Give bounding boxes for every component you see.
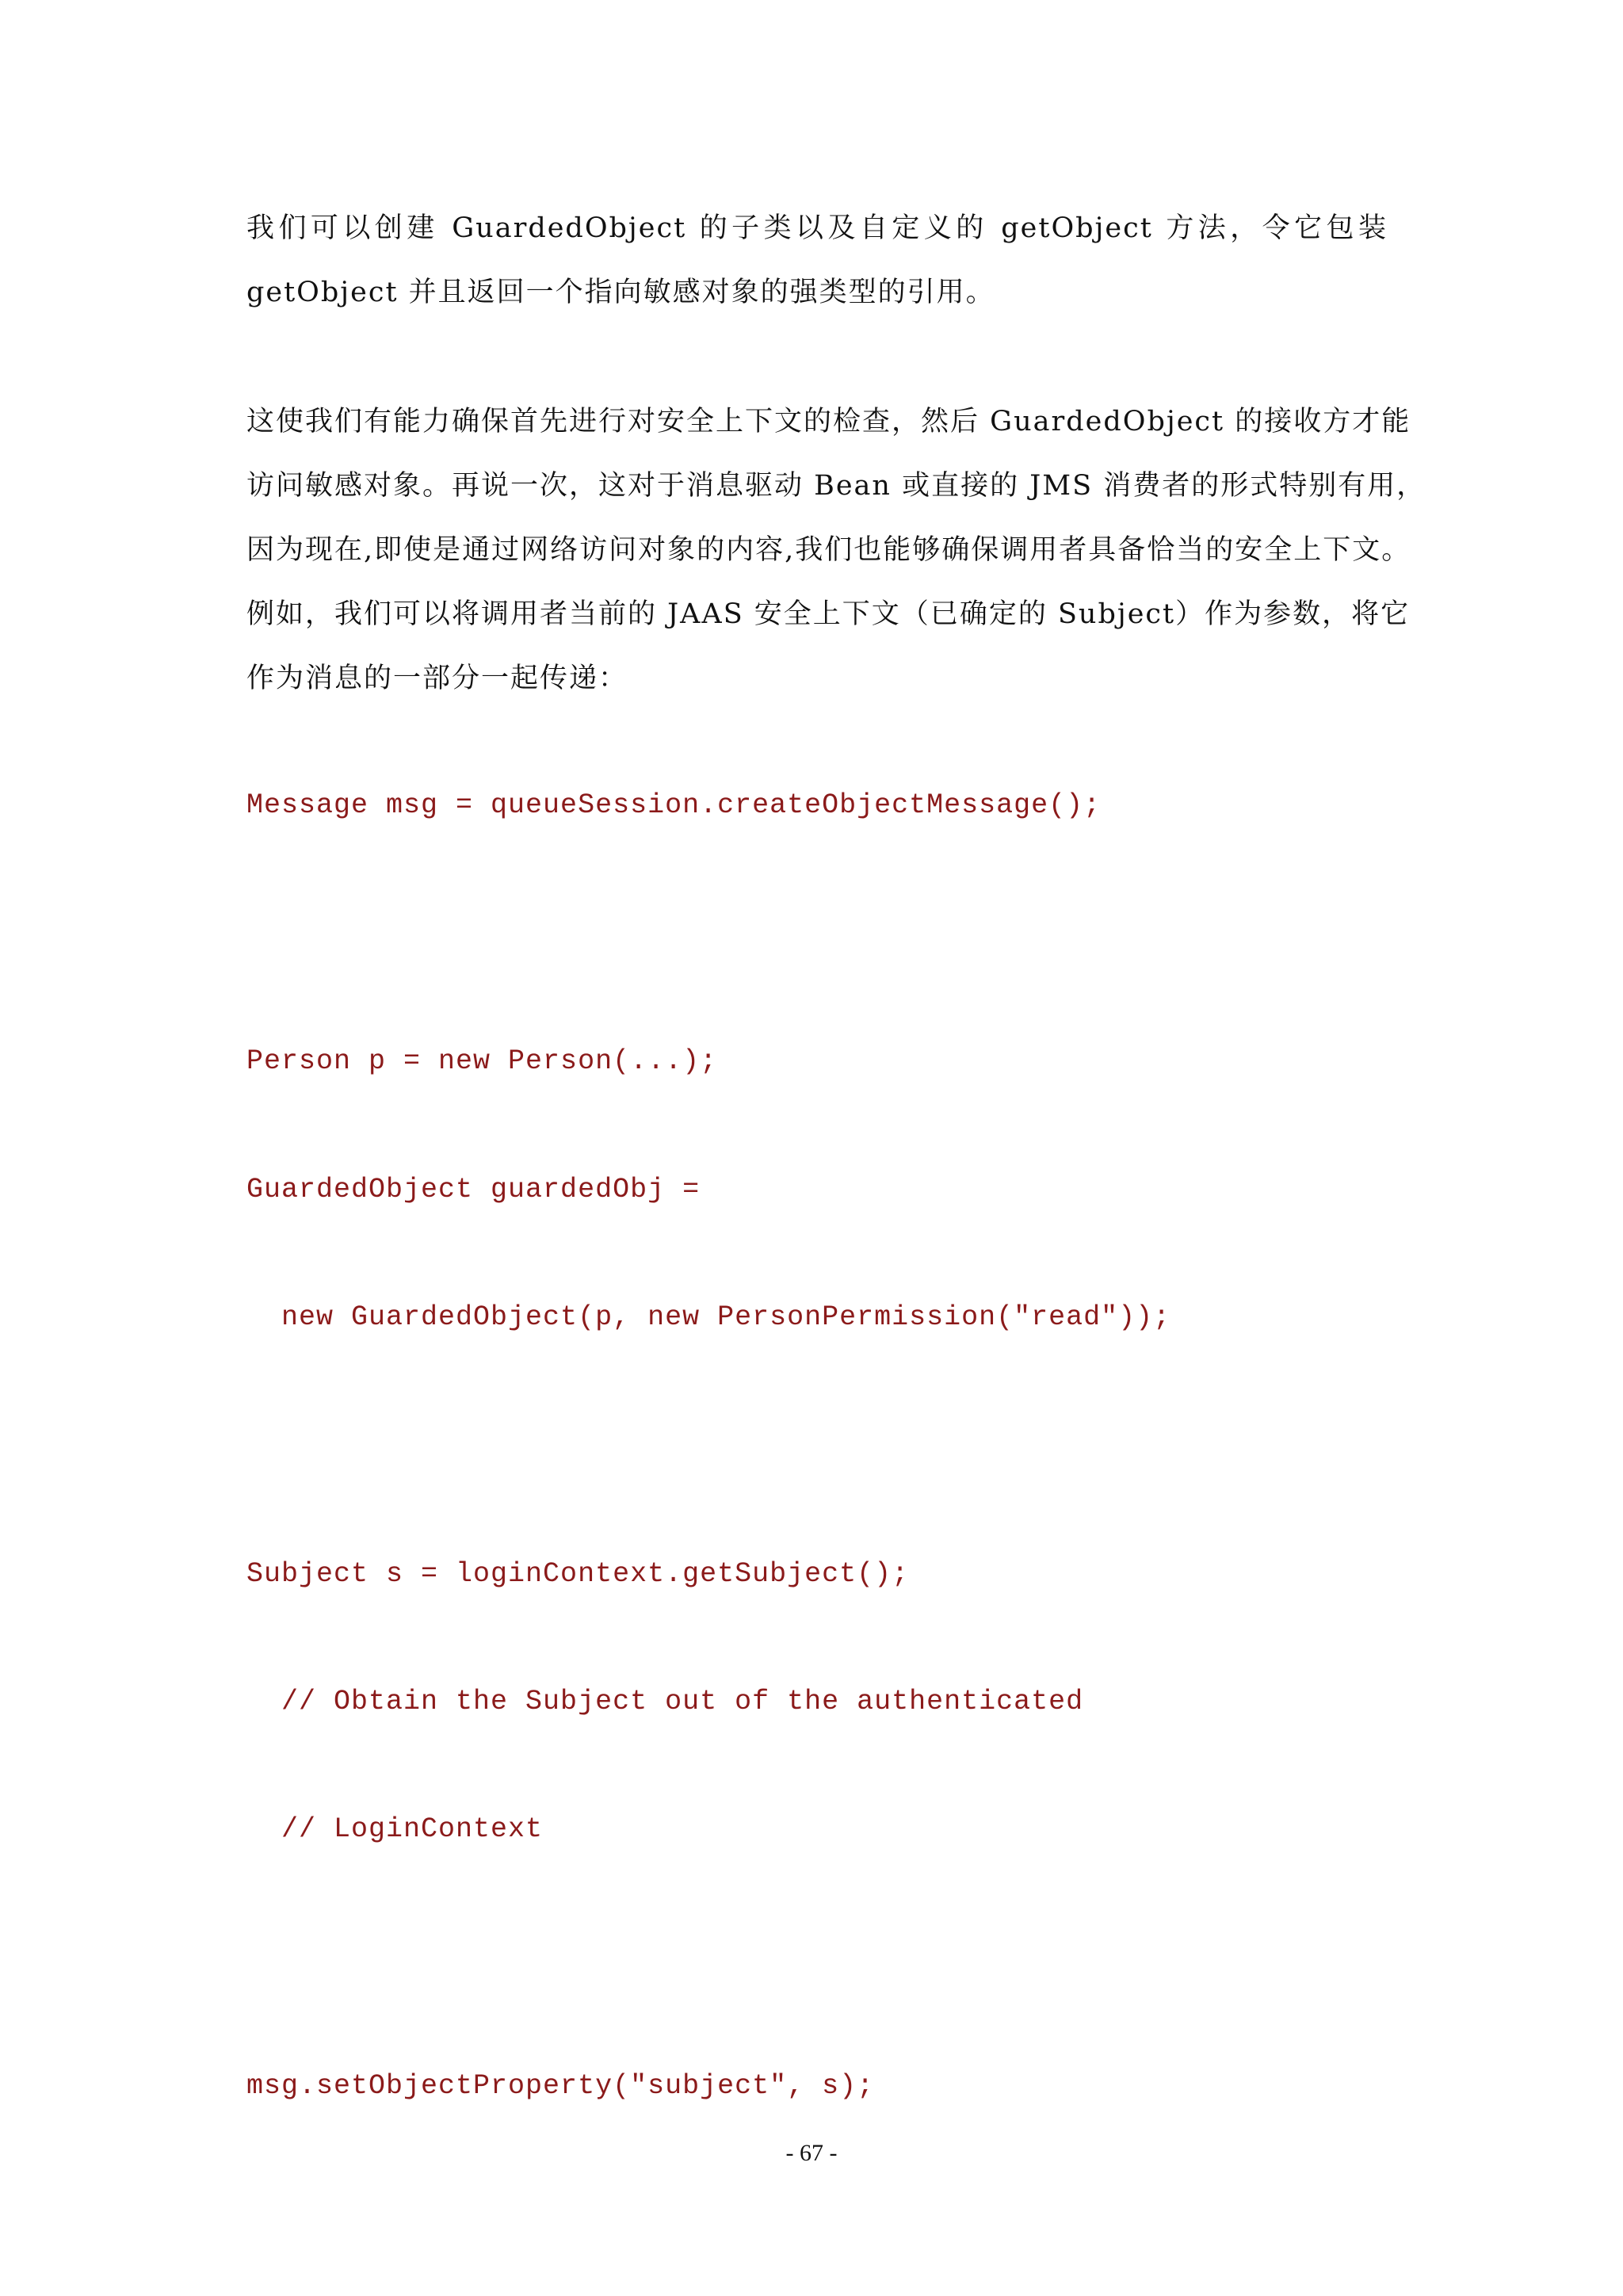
paragraph-1 — [246, 197, 1388, 325]
code-line: msg.setObjectProperty("subject", s); — [246, 2070, 875, 2102]
page-number: - 67 - — [785, 2140, 838, 2166]
paragraph-line: getObject 并且返回一个指向敏感对象的强类型的引用。 — [246, 277, 995, 308]
paragraph-line: 作为消息的一部分一起传递： — [246, 663, 628, 694]
code-line: Subject s = loginContext.getSubject(); — [246, 1558, 910, 1590]
code-line: // LoginContext — [246, 1813, 544, 1845]
code-line: GuardedObject guardedObj = — [246, 1174, 701, 1205]
paragraph-line: 这使我们有能力确保首先进行对安全上下文的检查，然后 GuardedObject 的接收方才能 — [246, 406, 1411, 437]
code-line: Message msg = queueSession.createObjectMessage(); — [246, 789, 1102, 821]
paragraph-line: 我们可以创建 GuardedObject 的子类以及自定义的 getObject 方法，令它包装 — [246, 212, 1388, 244]
paragraph-line: 例如，我们可以将调用者当前的 JAAS 安全上下文（已确定的 Subject）作为参数，将它 — [246, 598, 1411, 630]
code-line: new GuardedObject(p, new PersonPermission("read")); — [246, 1301, 1171, 1333]
code-line: // Obtain the Subject out of the authenticated — [246, 1686, 1084, 1717]
paragraph-2 — [246, 390, 1426, 711]
code-line: Person p = new Person(...); — [246, 1045, 718, 1077]
paragraph-line: 访问敏感对象。再说一次，这对于消息驱动 Bean 或直接的 JMS 消费者的形式特别有用， — [246, 470, 1426, 502]
paragraph-line: 因为现在,即使是通过网络访问对象的内容,我们也能够确保调用者具备恰当的安全上下文。 — [246, 534, 1411, 566]
